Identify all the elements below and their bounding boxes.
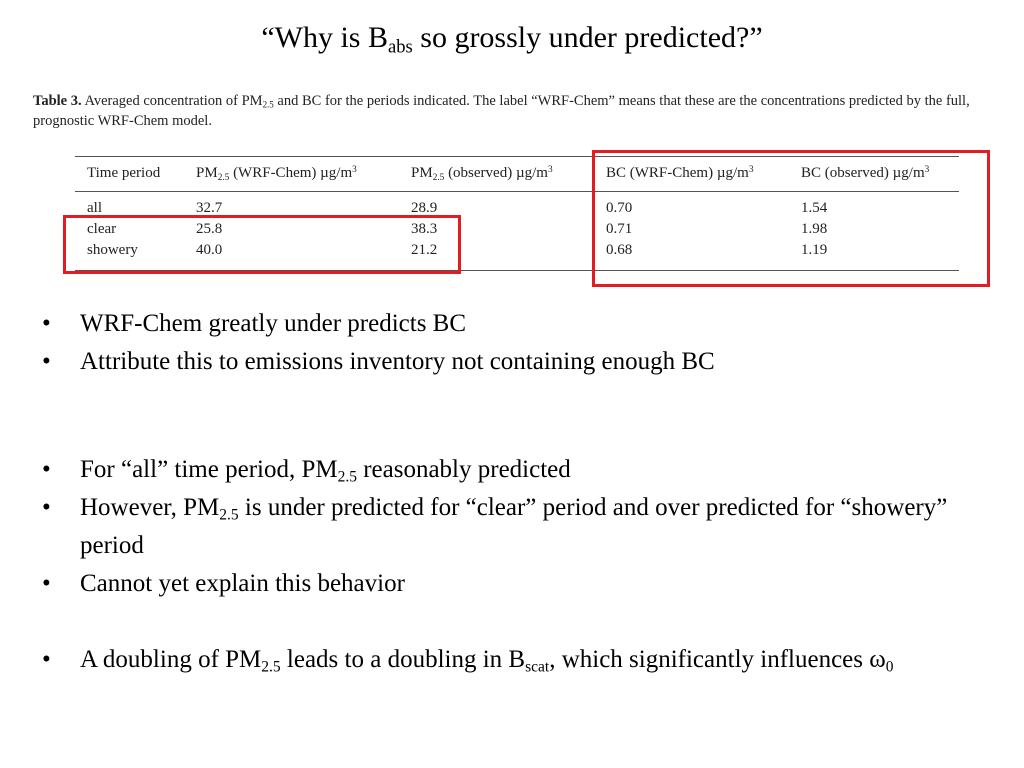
cell-bc-wrf: 0.68 — [594, 240, 789, 271]
omega-symbol: ω — [869, 646, 886, 673]
cell-bc-wrf: 0.70 — [606, 200, 633, 216]
bullet-item: • A doubling of $PM_{2.5}$ leads to a doubling in $B_{scat}$, which significantly influences $\omega_0$ — [39, 641, 999, 679]
cell-period: all — [87, 200, 102, 216]
bullet-item: • Cannot yet explain this behavior — [39, 565, 999, 603]
title-text: “Why is B — [261, 21, 388, 54]
slide-title — [0, 16, 1024, 60]
cell-bc-obs: 1.98 — [801, 221, 828, 237]
header-bc-observed: BC (observed) $\mu g/m^3$ — [789, 157, 959, 192]
caption-label: Table 3. — [33, 93, 82, 109]
bullet-item: • However, $PM_{2.5}$ is under predicted for “clear” period and over predicted for “showery” period — [39, 489, 999, 565]
title-subscript: abs — [387, 36, 413, 58]
cell-period: showery — [75, 240, 184, 271]
cell-pm25-wrf: 32.7 — [196, 200, 223, 216]
caption-subscript: 2.5 — [262, 99, 274, 110]
header-pm25-wrf-chem: $PM_{2.5}$ (WRF-Chem) $\mu g/m^3$ — [184, 157, 399, 192]
cell-bc-obs: 1.19 — [789, 240, 959, 271]
bullet-item: • For “all” time period, $PM_{2.5}$ reasonably predicted — [39, 451, 999, 489]
cell-pm25-obs: 21.2 — [399, 240, 594, 271]
cell-period: clear — [87, 221, 117, 237]
cell-bc-obs: 1.54 — [801, 200, 828, 216]
bullet-item: • Attribute this to emissions inventory not containing enough BC — [39, 343, 999, 381]
cell-pm25-wrf: 25.8 — [196, 221, 223, 237]
cell-bc-wrf: 0.71 — [606, 221, 633, 237]
caption-text: Averaged concentration of PM — [81, 93, 263, 109]
table-caption — [33, 91, 1018, 131]
highlight-box-periods — [63, 215, 461, 274]
header-pm25-observed: $PM_{2.5}$ (observed) $\mu g/m^3$ — [399, 157, 594, 192]
highlight-box-bc-columns — [592, 150, 990, 287]
header-time-period: Time period — [75, 157, 184, 192]
bullet-list — [39, 305, 999, 679]
title-text-end: so grossly under predicted?” — [412, 21, 763, 54]
bullet-item: • WRF-Chem greatly under predicts BC — [39, 305, 999, 343]
cell-pm25-obs: 38.3 — [411, 221, 438, 237]
cell-pm25-wrf: 40.0 — [184, 240, 399, 271]
cell-pm25-obs: 28.9 — [411, 200, 438, 216]
caption-text-end: and BC for the periods indicated. The label “WRF-Chem” means that these are the concentrations predicted by the full, prognostic WRF-Chem model. — [33, 93, 970, 129]
header-bc-wrf-chem: BC (WRF-Chem) $\mu g/m^3$ — [594, 157, 789, 192]
